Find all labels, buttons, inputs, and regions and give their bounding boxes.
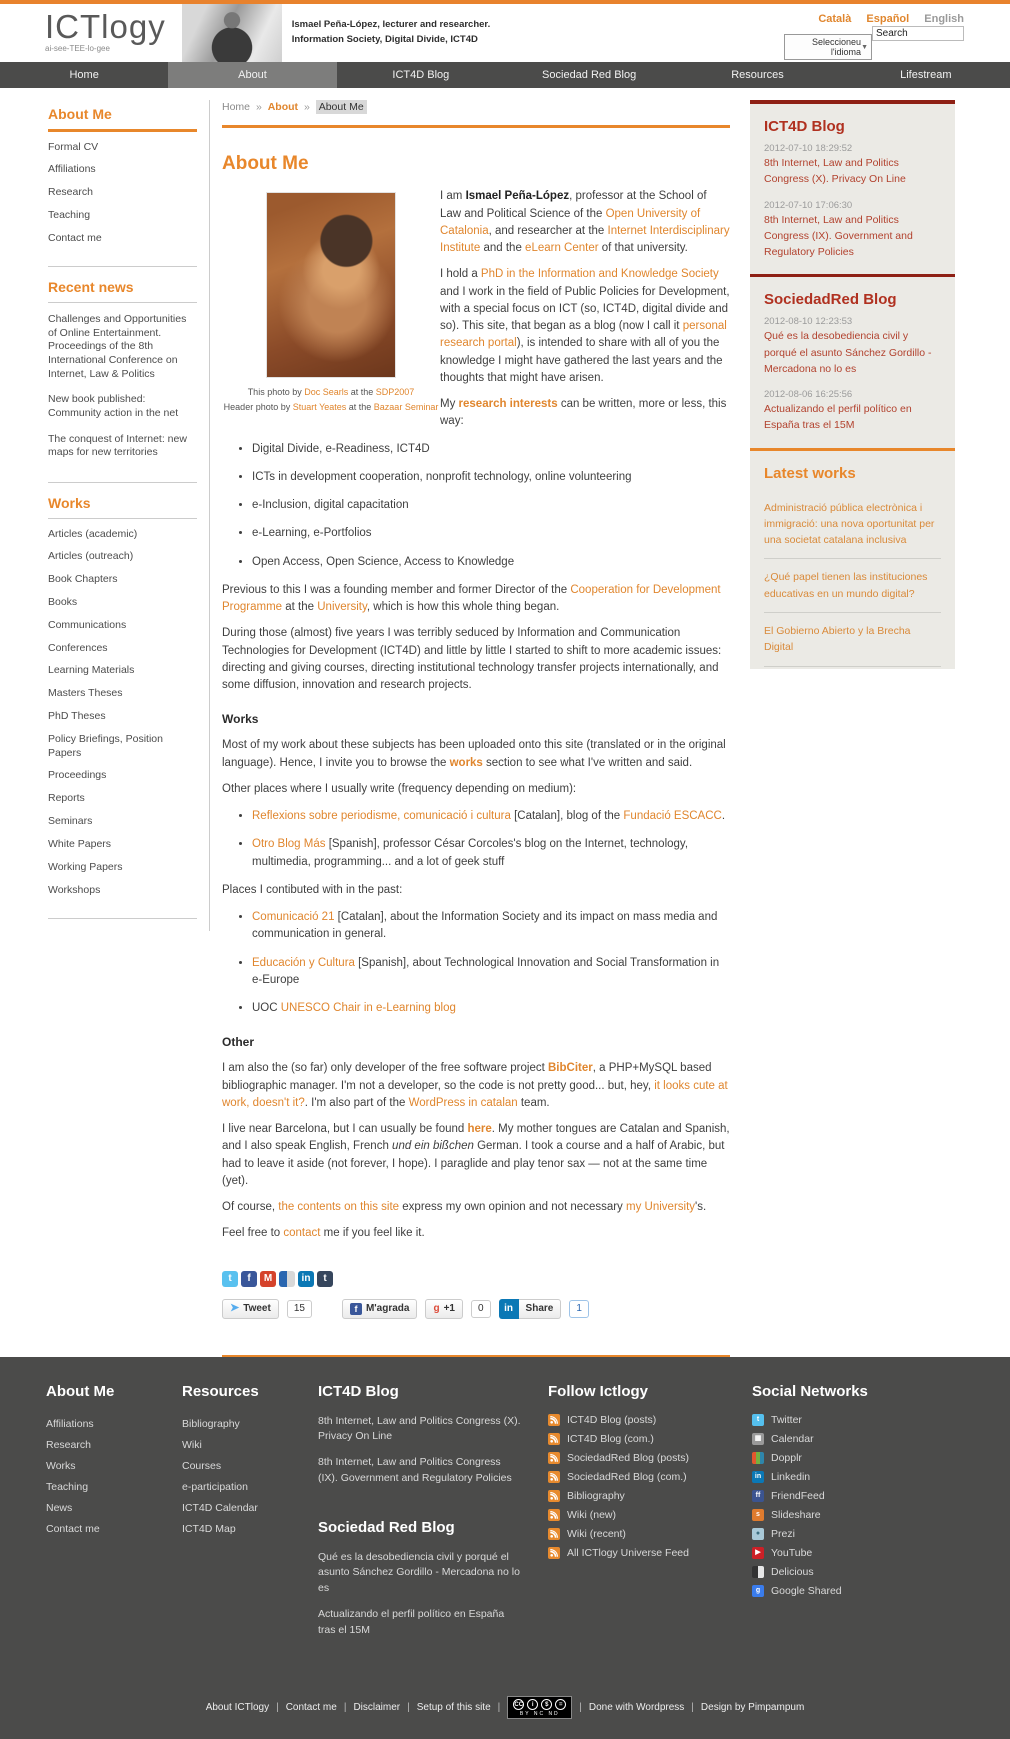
latest-works-title: Latest works — [764, 465, 941, 482]
feed-link[interactable]: Wiki (new) — [567, 1509, 616, 1521]
delicious-icon[interactable] — [279, 1271, 295, 1287]
post-date: 2012-08-06 16:25:56 — [764, 389, 941, 400]
footer-follow-list — [548, 1414, 752, 1559]
photo-caption — [222, 385, 440, 414]
nav-lifestream[interactable]: Lifestream — [842, 62, 1010, 88]
social-link[interactable]: Linkedin — [771, 1471, 810, 1483]
footer-link[interactable]: Affiliations — [46, 1414, 182, 1435]
inline-link[interactable]: eLearn Center — [525, 242, 599, 254]
text-segment: , professor at the School of Law and Political Science of the — [440, 190, 707, 219]
paragraph — [222, 582, 730, 617]
sidebar-about-list — [48, 136, 197, 250]
footer-link[interactable]: News — [46, 1498, 182, 1519]
cc-nd-icon: = — [555, 1699, 566, 1710]
google-shared-icon: g — [752, 1585, 764, 1597]
text-segment: . — [722, 810, 725, 822]
list-item — [252, 909, 730, 944]
social-link[interactable]: YouTube — [771, 1547, 812, 1559]
text-segment: This photo by — [248, 387, 305, 397]
blog-post — [764, 316, 941, 377]
works-link[interactable]: Articles (academic) — [48, 523, 197, 546]
works-link[interactable]: Reports — [48, 788, 197, 811]
rss-icon — [548, 1433, 560, 1445]
paragraph — [222, 882, 730, 899]
text-segment: Previous to this I was a founding member and former Director of the — [222, 584, 570, 596]
text-segment: and I work in the field of Public Policies for Development, with a special focus on ICT (so, ICT4D, digital divide and so). This site, that began as a blog (now I call it — [440, 286, 730, 333]
footer-link[interactable]: ICT4D Calendar — [182, 1498, 318, 1519]
text-segment: can be written, more or less, this way: — [440, 398, 726, 427]
research-interests-list — [222, 441, 730, 571]
text-segment: Places I contibuted with in the past: — [222, 884, 402, 896]
cc-icon: CC — [513, 1699, 524, 1710]
post-link[interactable]: Actualizando el perfil político en España tras el 15M — [764, 401, 941, 434]
inline-link[interactable]: Comunicació 21 — [252, 911, 334, 923]
caption-line-1 — [222, 385, 440, 399]
sidebar-works-title: Works — [48, 495, 197, 519]
lang-english[interactable]: English — [924, 13, 964, 25]
linkedin-icon: in — [499, 1299, 519, 1319]
text-segment: und ein bißchen — [392, 1140, 474, 1152]
rss-icon — [548, 1528, 560, 1540]
works-link[interactable]: Conferences — [48, 637, 197, 660]
text-segment: at the — [282, 601, 317, 613]
inline-link[interactable]: Cooperation for Development Programme — [222, 584, 721, 613]
footer-about-list — [46, 1414, 182, 1540]
footer-link[interactable]: Teaching — [46, 1477, 182, 1498]
lang-catala[interactable]: Català — [818, 13, 851, 25]
post-date: 2012-07-10 18:29:52 — [764, 143, 941, 154]
inline-link[interactable]: contact — [283, 1227, 320, 1239]
works-link[interactable]: Seminars — [48, 810, 197, 833]
footer-resources-list — [182, 1414, 318, 1540]
list-item — [252, 808, 730, 825]
site-footer — [0, 1357, 1010, 1739]
footer-resources-column — [182, 1383, 318, 1649]
text-segment: [Spanish], professor César Corcoles's blog on the Internet, technology, multimedia, programming... and a lot of geek stuff — [252, 838, 688, 867]
cc-labels: BY NC ND — [520, 1711, 560, 1717]
text-segment: During those (almost) five years I was terribly seduced by Information and Communication Technologies for Development (ICT4D) and little by little I started to shift to more academic issues: directing and giving courses, directing institutional technology transfer projects internationally, and some diffusion, innovation and research projects. — [222, 627, 721, 691]
text-segment: My — [440, 398, 459, 410]
paragraph — [222, 1060, 730, 1112]
main-nav — [0, 62, 1010, 88]
divider — [48, 918, 197, 919]
inline-link[interactable]: Internet Interdisciplinary Institute — [440, 225, 730, 254]
search-input[interactable] — [872, 26, 964, 41]
breadcrumb-separator: » — [256, 101, 262, 113]
text-segment: ), is intended to share with all of you the knowledge I might have gathered the last years and the thoughts that might have arisen. — [440, 337, 723, 384]
breadcrumb-separator: » — [304, 101, 310, 113]
portrait-photo — [266, 192, 396, 378]
nav-home[interactable]: Home — [0, 62, 168, 88]
works-link[interactable]: PhD Theses — [48, 706, 197, 729]
post-link[interactable]: Qué es la desobediencia civil y porqué el asunto Sánchez Gordillo - Mercadona no lo es — [764, 328, 941, 377]
footer-post-link[interactable]: 8th Internet, Law and Politics Congress (X). Privacy On Line — [318, 1414, 522, 1446]
bottom-link-setup[interactable]: Setup of this site — [417, 1702, 491, 1713]
bottom-link-contact[interactable]: Contact me — [286, 1702, 337, 1713]
list-item: • e-Learning, e-Portfolios — [252, 525, 730, 542]
latest-works-list — [764, 490, 941, 667]
feed-link[interactable]: SociedadRed Blog (posts) — [567, 1452, 689, 1464]
header-photo — [182, 4, 282, 62]
facebook-icon[interactable]: f — [241, 1271, 257, 1287]
bottom-link-wordpress[interactable]: Done with Wordpress — [589, 1702, 684, 1713]
social-link[interactable]: FriendFeed — [771, 1490, 825, 1502]
nav-ict4d-blog[interactable]: ICT4D Blog — [337, 62, 505, 88]
works-link[interactable]: Working Papers — [48, 856, 197, 879]
social-link[interactable]: Delicious — [771, 1566, 814, 1578]
rss-icon — [548, 1490, 560, 1502]
sidebar-link[interactable]: Research — [48, 182, 197, 205]
sidebar-link[interactable]: Formal CV — [48, 136, 197, 159]
text-segment: Most of my work about these subjects has been uploaded onto this site (translated or in the original language). Hence, I invite you to browse the — [222, 739, 726, 768]
tagline-line-1: Ismael Peña-López, lecturer and researcher. — [292, 18, 491, 33]
text-segment: express my own opinion and not necessary — [399, 1201, 626, 1213]
logo-block[interactable] — [0, 4, 166, 62]
bottom-link-disclaimer[interactable]: Disclaimer — [353, 1702, 400, 1713]
social-link[interactable]: Prezi — [771, 1528, 795, 1540]
text-segment: [Catalan], about the Information Society and its impact on mass media and communication in general. — [252, 911, 717, 940]
sidebar-link[interactable]: Contact me — [48, 227, 197, 250]
page-title: About Me — [222, 150, 730, 179]
latest-work-link[interactable]: Administració pública electrònica i immigració: una nova oportunitat per una societat catalana inclusiva — [764, 490, 941, 559]
footer-about-title: About Me — [46, 1383, 182, 1400]
paragraph — [222, 1199, 730, 1216]
inline-link[interactable]: UNESCO Chair in e-Learning blog — [281, 1002, 456, 1014]
sidebar-news-list — [48, 307, 197, 466]
social-link[interactable]: Twitter — [771, 1414, 802, 1426]
language-select[interactable] — [784, 34, 872, 60]
prezi-icon: ● — [752, 1528, 764, 1540]
linkedin-share-button[interactable]: Share — [519, 1299, 562, 1319]
footer-link[interactable]: Contact me — [46, 1519, 182, 1540]
footer-about-column — [46, 1383, 182, 1649]
delicious-icon — [752, 1566, 764, 1578]
share-area — [222, 1271, 730, 1319]
inline-link[interactable]: Otro Blog Más — [252, 838, 326, 850]
separator: | — [344, 1702, 347, 1713]
text-segment: , a PHP+MySQL based bibliographic manager. I'm not a developer, so the code is not pretty good... but, hey, — [222, 1062, 712, 1091]
content-end-rule — [222, 1355, 730, 1357]
google-plus-icon: g — [433, 1301, 439, 1316]
text-segment: Feel free to — [222, 1227, 283, 1239]
portrait-block — [222, 192, 440, 414]
bottom-link-about[interactable]: About ICTlogy — [206, 1702, 269, 1713]
social-link[interactable]: Google Shared — [771, 1585, 842, 1597]
rss-icon — [548, 1471, 560, 1483]
text-segment: I hold a — [440, 268, 481, 280]
inline-link[interactable]: my University — [626, 1201, 695, 1213]
footer-ict4d-title: ICT4D Blog — [318, 1383, 522, 1400]
works-link[interactable]: Communications — [48, 614, 197, 637]
inline-link[interactable]: Bazaar Seminar — [374, 402, 439, 412]
footer-blogs-column — [318, 1383, 548, 1649]
divider — [750, 274, 955, 277]
text-segment: section to see what I've written and said. — [483, 757, 692, 769]
inline-link[interactable]: Stuart Yeates — [293, 402, 347, 412]
list-item — [252, 836, 730, 871]
footer-link[interactable]: Works — [46, 1456, 182, 1477]
post-link[interactable]: 8th Internet, Law and Politics Congress (X). Privacy On Line — [764, 155, 941, 188]
linkedin-share-count: 1 — [569, 1300, 589, 1318]
works-link[interactable]: Masters Theses — [48, 683, 197, 706]
inline-link[interactable]: WordPress in catalan — [409, 1097, 518, 1109]
divider — [48, 482, 197, 483]
facebook-icon: f — [350, 1303, 362, 1315]
ict4d-blog-title: ICT4D Blog — [764, 118, 941, 135]
inline-link[interactable]: here — [468, 1123, 492, 1135]
main-content — [222, 100, 730, 1357]
footer-social-column — [752, 1383, 964, 1649]
facebook-like-button[interactable]: f M'agrada — [342, 1299, 418, 1319]
text-segment: of that university. — [599, 242, 688, 254]
news-link[interactable]: Challenges and Opportunities of Online Entertainment. Proceedings of the 8th International Conference on Internet, Law & Politics — [48, 307, 197, 387]
separator: | — [498, 1702, 501, 1713]
twitter-bird-icon: ➤ — [230, 1300, 239, 1317]
inline-link[interactable]: Open University of Catalonia — [440, 208, 700, 237]
text-segment: and the — [480, 242, 525, 254]
tweet-button[interactable]: ➤ Tweet — [222, 1299, 279, 1319]
text-segment: me if you feel like it. — [320, 1227, 424, 1239]
text-segment: Of course, — [222, 1201, 278, 1213]
text-segment: Other places where I usually write (frequency depending on medium): — [222, 783, 576, 795]
feed-link[interactable]: SociedadRed Blog (com.) — [567, 1471, 687, 1483]
footer-link[interactable]: ICT4D Map — [182, 1519, 318, 1540]
site-logo[interactable]: ICTlogy — [45, 10, 166, 44]
divider — [48, 266, 197, 267]
text-segment: , which is how this whole thing began. — [367, 601, 559, 613]
text-segment: [Catalan], blog of the — [511, 810, 624, 822]
gmail-icon[interactable]: M — [260, 1271, 276, 1287]
footer-resources-title: Resources — [182, 1383, 318, 1400]
slideshare-icon: s — [752, 1509, 764, 1521]
inline-link[interactable]: Fundació ESCACC — [623, 810, 721, 822]
works-link[interactable]: Book Chapters — [48, 569, 197, 592]
breadcrumb-current: About Me — [316, 100, 367, 114]
linkedin-icon[interactable]: in — [298, 1271, 314, 1287]
works-link[interactable]: Books — [48, 591, 197, 614]
inline-link[interactable]: works — [450, 757, 483, 769]
dopplr-icon — [752, 1452, 764, 1464]
separator: | — [691, 1702, 694, 1713]
works-link[interactable]: Articles (outreach) — [48, 546, 197, 569]
text-segment: Ismael Peña-López — [466, 190, 570, 202]
list-item — [252, 955, 730, 990]
feed-link[interactable]: ICT4D Blog (com.) — [567, 1433, 654, 1445]
list-item: • ICTs in development cooperation, nonprofit technology, online volunteering — [252, 469, 730, 486]
nav-about[interactable]: About — [168, 62, 336, 88]
social-link[interactable]: Calendar — [771, 1433, 814, 1445]
blog-post — [764, 200, 941, 261]
paragraph — [222, 1225, 730, 1242]
other-heading: Other — [222, 1033, 730, 1051]
inline-link[interactable]: it looks cute at work, doesn't it? — [222, 1080, 728, 1109]
separator: | — [579, 1702, 582, 1713]
left-sidebar — [48, 100, 210, 931]
separator: | — [407, 1702, 410, 1713]
text-segment: team. — [518, 1097, 550, 1109]
divider — [750, 448, 955, 451]
works-link[interactable]: Learning Materials — [48, 660, 197, 683]
language-select-label: Seleccioneu l'idioma — [788, 37, 861, 57]
twitter-icon[interactable]: t — [222, 1271, 238, 1287]
post-date: 2012-08-10 12:23:53 — [764, 316, 941, 327]
inline-link[interactable]: personal research portal — [440, 320, 727, 349]
text-segment: at the — [346, 402, 374, 412]
cc-by-icon: i — [527, 1699, 538, 1710]
nav-resources[interactable]: Resources — [673, 62, 841, 88]
linkedin-icon: in — [752, 1471, 764, 1483]
list-item: • e-Inclusion, digital capacitation — [252, 497, 730, 514]
chevron-down-icon: ▼ — [861, 44, 868, 51]
works-link[interactable]: Proceedings — [48, 765, 197, 788]
paragraph — [222, 737, 730, 772]
bottom-bar — [0, 1684, 1010, 1739]
text-segment: . I'm also part of the — [305, 1097, 409, 1109]
text-segment: Header photo by — [224, 402, 293, 412]
works-link[interactable]: White Papers — [48, 833, 197, 856]
footer-follow-column — [548, 1383, 752, 1649]
twitter-icon: t — [752, 1414, 764, 1426]
footer-post-link[interactable]: Actualizando el perfil político en España tras el 15M — [318, 1607, 522, 1639]
list-item: • Digital Divide, e-Readiness, ICT4D — [252, 441, 730, 458]
tagline-line-2: Information Society, Digital Divide, ICT4D — [292, 33, 491, 48]
rss-icon — [548, 1547, 560, 1559]
footer-link[interactable]: Research — [46, 1435, 182, 1456]
write-places-list — [222, 808, 730, 871]
text-segment: at the — [348, 387, 376, 397]
text-segment: I am — [440, 190, 466, 202]
tumblr-icon[interactable]: t — [317, 1271, 333, 1287]
text-segment: UOC — [252, 1002, 281, 1014]
footer-post-link[interactable]: 8th Internet, Law and Politics Congress (IX). Government and Regulatory Policies — [318, 1455, 522, 1487]
feed-link[interactable]: ICT4D Blog (posts) — [567, 1414, 656, 1426]
site-header — [0, 4, 1010, 62]
sidebar-works-list — [48, 523, 197, 902]
text-segment: 's. — [695, 1201, 706, 1213]
sidebar-link[interactable]: Teaching — [48, 204, 197, 227]
google-plus-one-button[interactable]: g +1 — [425, 1299, 463, 1319]
sidebar-about-title: About Me — [48, 106, 197, 132]
feed-link[interactable]: Bibliography — [567, 1490, 625, 1502]
footer-social-title: Social Networks — [752, 1383, 964, 1400]
site-tagline — [292, 4, 491, 62]
footer-link[interactable]: Wiki — [182, 1435, 318, 1456]
rss-icon — [548, 1452, 560, 1464]
inline-link[interactable]: Educación y Cultura — [252, 957, 355, 969]
works-link[interactable]: Workshops — [48, 879, 197, 902]
news-link[interactable]: The conquest of Internet: new maps for new territories — [48, 427, 197, 466]
inline-link[interactable]: Doc Searls — [304, 387, 348, 397]
social-link[interactable]: Slideshare — [771, 1509, 821, 1521]
sidebar-link[interactable]: Affiliations — [48, 159, 197, 182]
right-sidebar — [750, 100, 955, 669]
list-item — [252, 1000, 730, 1017]
text-segment: , and researcher at the — [489, 225, 608, 237]
works-heading: Works — [222, 710, 730, 728]
cc-nc-icon: $ — [541, 1699, 552, 1710]
social-link[interactable]: Dopplr — [771, 1452, 802, 1464]
feed-link[interactable]: Wiki (recent) — [567, 1528, 626, 1540]
works-link[interactable]: Policy Briefings, Position Papers — [48, 728, 197, 764]
footer-post-link[interactable]: Qué es la desobediencia civil y porqué el asunto Sánchez Gordillo - Mercadona no lo es — [318, 1550, 522, 1597]
separator: | — [276, 1702, 279, 1713]
inline-link[interactable]: BibCiter — [548, 1062, 593, 1074]
breadcrumb-about[interactable]: About — [268, 101, 298, 113]
footer-sociedadred-title: Sociedad Red Blog — [318, 1519, 522, 1536]
footer-link[interactable]: Courses — [182, 1456, 318, 1477]
paragraph — [222, 781, 730, 798]
post-date: 2012-07-10 17:06:30 — [764, 200, 941, 211]
latest-work-link[interactable]: ¿Qué papel tienen las instituciones educativas en un mundo digital? — [764, 559, 941, 612]
paragraph — [222, 1121, 730, 1190]
lang-espanol[interactable]: Español — [866, 13, 909, 25]
inline-link[interactable]: SDP2007 — [376, 387, 415, 397]
calendar-icon: ▦ — [752, 1433, 764, 1445]
plus-one-count: 0 — [471, 1300, 491, 1318]
footer-link[interactable]: e-participation — [182, 1477, 318, 1498]
nav-sociedad-red-blog[interactable]: Sociedad Red Blog — [505, 62, 673, 88]
sidebar-news-title: Recent news — [48, 279, 197, 303]
share-icons — [222, 1271, 730, 1287]
inline-link[interactable]: research interests — [459, 398, 558, 410]
friendfeed-icon: ff — [752, 1490, 764, 1502]
logo-pronunciation: ai-see-TEE-lo-gee — [45, 44, 166, 53]
sociedadred-blog-title: SociedadRed Blog — [764, 291, 941, 308]
creative-commons-badge[interactable] — [507, 1696, 572, 1719]
news-link[interactable]: New book published: Community action in the net — [48, 387, 197, 426]
caption-line-2 — [222, 400, 440, 414]
youtube-icon: ▶ — [752, 1547, 764, 1559]
feed-link[interactable]: All ICTlogy Universe Feed — [567, 1547, 689, 1559]
blog-post — [764, 389, 941, 434]
post-link[interactable]: 8th Internet, Law and Politics Congress (IX). Government and Regulatory Policies — [764, 212, 941, 261]
past-places-list — [222, 909, 730, 1017]
bottom-link-pimpampum[interactable]: Design by Pimpampum — [701, 1702, 804, 1713]
rss-icon — [548, 1509, 560, 1521]
footer-link[interactable]: Bibliography — [182, 1414, 318, 1435]
text-segment: . My mother tongues are Catalan and Spanish, and I also speak English, French — [222, 1123, 730, 1152]
breadcrumb-home[interactable]: Home — [222, 101, 250, 113]
share-buttons — [222, 1299, 730, 1319]
tweet-count: 15 — [287, 1300, 312, 1318]
inline-link[interactable]: PhD in the Information and Knowledge Society — [481, 268, 719, 280]
list-item: • Open Access, Open Science, Access to Knowledge — [252, 554, 730, 571]
inline-link[interactable]: the contents on this site — [278, 1201, 399, 1213]
latest-work-link[interactable]: El Gobierno Abierto y la Brecha Digital — [764, 613, 941, 666]
breadcrumb — [222, 100, 730, 128]
paragraph — [222, 625, 730, 694]
text-segment: I live near Barcelona, but I can usually be found — [222, 1123, 468, 1135]
inline-link[interactable]: Reflexions sobre periodisme, comunicació i cultura — [252, 810, 511, 822]
text-segment: German. I took a course and a half of Arabic, but had to leave it aside (not forever, I hope). I paraglide and play tenor sax — not at the same time (yet). — [222, 1140, 724, 1187]
text-segment: I am also the (so far) only developer of the free software project — [222, 1062, 548, 1074]
inline-link[interactable]: University — [317, 601, 367, 613]
blog-post — [764, 143, 941, 188]
rss-icon — [548, 1414, 560, 1426]
language-links — [784, 13, 964, 25]
text-segment: [Spanish], about Technological Innovation and Social Transformation in e-Europe — [252, 957, 719, 986]
footer-follow-title: Follow Ictlogy — [548, 1383, 752, 1400]
